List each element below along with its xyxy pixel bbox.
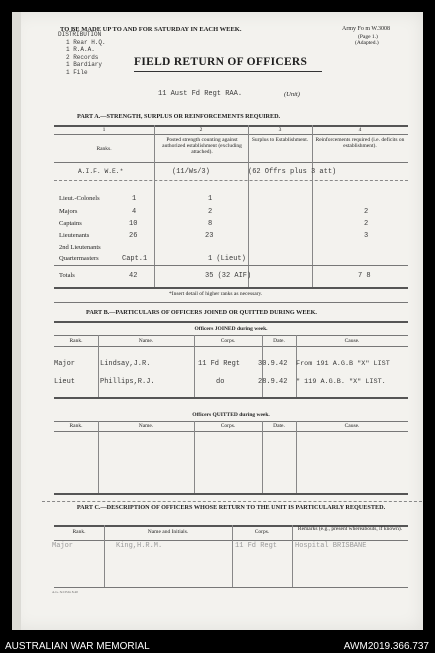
joined-title: Officers JOINED during week. — [194, 326, 268, 332]
distribution-line: 1 Rear H.Q. — [66, 38, 106, 46]
instruction-text: TO BE MADE UP TO AND FOR SATURDAY IN EACH WEEK. — [60, 26, 242, 33]
row-corps: 11 Fd Regt — [198, 360, 241, 368]
army-form-adapted: (Adapted.) — [355, 40, 379, 46]
totals-ranks: 42 — [129, 272, 138, 280]
col-header-date: Date. — [273, 338, 285, 344]
col-header-remarks: Remarks (e.g., present whereabouts, if known). — [297, 526, 403, 532]
distribution-line: DISTRIBUTION — [58, 31, 102, 38]
row-rank: Lieut — [54, 378, 76, 386]
unit-value: 11 Aust Fd Regt RAA. — [158, 90, 243, 98]
footer-source: AUSTRALIAN WAR MEMORIAL — [5, 641, 150, 652]
reinforcements-value: 2 — [364, 220, 369, 228]
document-page — [12, 12, 423, 630]
posted-value: 1 (Lieut) — [208, 255, 246, 263]
rank-label: Captains — [59, 220, 82, 227]
totals-reinforcements: 7 8 — [358, 272, 371, 280]
col-header-name: Name. — [138, 423, 154, 429]
col-number: 4 — [358, 127, 362, 133]
part-c-title: PART C.—DESCRIPTION OF OFFICERS WHOSE RETURN TO THE UNIT IS PARTICULARLY REQUESTED. — [76, 504, 386, 511]
ranks-value: Capt.1 — [122, 255, 148, 263]
col-header-cause: Cause. — [344, 338, 360, 344]
aif-we-label: A.I.F. W.E.* — [78, 168, 124, 175]
footer-accession: AWM2019.366.737 — [343, 641, 429, 652]
army-form-page: (Page 1.) — [358, 34, 378, 40]
col-header-rank: Rank. — [69, 423, 83, 429]
rank-label: Lieutenants — [59, 232, 90, 239]
ranks-value: 10 — [129, 220, 138, 228]
page-edge — [12, 12, 21, 630]
distribution-line: 1 File — [66, 68, 88, 76]
col-header-corps: Corps. — [220, 423, 236, 429]
aif-surplus-note: (62 Offrs plus 3 att) — [248, 168, 337, 176]
reinforcements-value: 2 — [364, 208, 369, 216]
row-date: 28.9.42 — [258, 378, 288, 386]
part-a-title: PART A.—STRENGTH, SURPLUS OR REINFORCEMENTS REQUIRED. — [77, 113, 281, 120]
posted-value: 23 — [205, 232, 214, 240]
row-name: King,H.R.M. — [116, 542, 163, 550]
row-date: 30.9.42 — [258, 360, 288, 368]
row-name: Lindsay,J.R. — [100, 360, 151, 368]
col-number: 1 — [102, 127, 106, 133]
col-header-name-initials: Name and Initials. — [147, 529, 189, 535]
col-header-ranks: Ranks. — [96, 146, 112, 152]
reinforcements-value: 3 — [364, 232, 369, 240]
quitted-title: Officers QUITTED during week. — [192, 412, 270, 418]
col-header-rank: Rank. — [69, 338, 83, 344]
col-header-rank: Rank. — [72, 529, 86, 535]
col-header-surplus: Surplus to Establishment. — [251, 137, 309, 143]
part-a-footnote: *Insert detail of higher ranks as necessary. — [169, 291, 263, 297]
aif-posted: (11/Ws/3) — [172, 168, 210, 176]
col-header-corps: Corps. — [254, 529, 270, 535]
col-header-name: Name. — [138, 338, 154, 344]
posted-value: 1 — [208, 195, 213, 203]
rank-label: Quartermasters — [59, 255, 99, 262]
archive-footer — [0, 632, 435, 653]
posted-value: 2 — [208, 208, 213, 216]
col-header-date: Date. — [273, 423, 285, 429]
rank-label: Lieut.-Colonels — [59, 195, 100, 202]
posted-value: 8 — [208, 220, 213, 228]
row-cause: " 119 A.G.B. "X" LIST. — [296, 378, 386, 386]
totals-label: Totals — [59, 272, 75, 279]
rank-label: Majors — [59, 208, 78, 215]
row-rank: Major — [54, 360, 76, 368]
print-code: A.G. 3rd Edn 8.40 — [52, 590, 78, 594]
row-corps: 11 Fd Regt — [235, 542, 278, 550]
col-header-cause: Cause. — [344, 423, 360, 429]
distribution-line: 1 R.A.A. — [66, 46, 95, 53]
ranks-value: 4 — [132, 208, 137, 216]
col-header-corps: Corps. — [220, 338, 236, 344]
ranks-value: 26 — [129, 232, 138, 240]
ranks-value: 1 — [132, 195, 137, 203]
col-number: 3 — [278, 127, 282, 133]
col-header-posted: Posted strength counting against authorized establishment (excluding attached). — [162, 137, 242, 155]
totals-posted: 35 (32 AIF) — [205, 272, 252, 280]
page-title: FIELD RETURN OF OFFICERS — [134, 56, 308, 68]
army-form-number: Army Fo m W.3008 — [342, 26, 391, 32]
col-number: 2 — [199, 127, 203, 133]
row-remarks: Hospital BRISBANE — [295, 542, 367, 550]
row-cause: From 191 A.G.B "X" LIST — [296, 360, 390, 368]
distribution-list — [58, 31, 106, 76]
col-header-reinforcements: Reinforcements required (i.e. deficits on establishment). — [315, 137, 405, 149]
rank-label: 2nd Lieutenants — [59, 244, 101, 251]
part-b-title: PART B.—PARTICULARS OF OFFICERS JOINED OR QUITTED DURING WEEK. — [86, 309, 317, 316]
row-rank: Major — [52, 542, 74, 550]
distribution-line: 1 Bardiary — [66, 61, 103, 68]
distribution-line: 2 Records — [66, 53, 99, 61]
unit-label: (Unit) — [284, 91, 300, 98]
row-name: Phillips,R.J. — [100, 378, 155, 386]
row-corps: do — [216, 378, 225, 386]
